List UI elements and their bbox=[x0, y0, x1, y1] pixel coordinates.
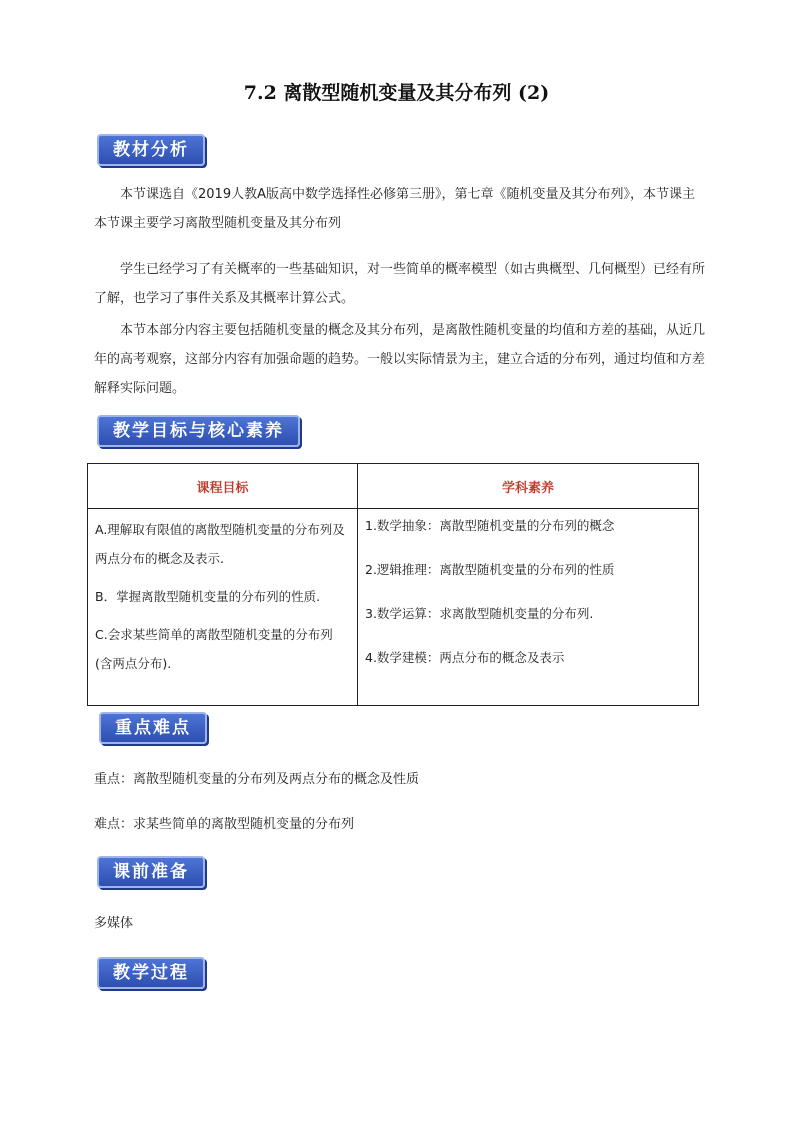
section-heading-preparation: 课前准备 bbox=[97, 856, 205, 888]
literacy-item: 2.逻辑推理：离散型随机变量的分布列的性质 bbox=[365, 562, 615, 577]
key-point-text: 重点：离散型随机变量的分布列及两点分布的概念及性质 bbox=[94, 772, 420, 787]
goals-table bbox=[87, 463, 699, 706]
course-goal-item: C.会求某些简单的离散型随机变量的分布列(含两点分布). bbox=[95, 627, 333, 671]
section-heading-process: 教学过程 bbox=[97, 957, 205, 989]
section-heading-goals: 教学目标与核心素养 bbox=[97, 415, 300, 447]
table-header-course-goals: 课程目标 bbox=[88, 464, 358, 509]
literacy-cell bbox=[358, 509, 699, 706]
course-goal-item: A.理解取有限值的离散型随机变量的分布列及两点分布的概念及表示. bbox=[95, 522, 345, 566]
table-header-row bbox=[88, 464, 699, 509]
preparation-text: 多媒体 bbox=[94, 916, 134, 931]
analysis-paragraph-1: 本节课选自《2019人教A版高中数学选择性必修第三册》，第七章《随机变量及其分布列》，本节课主本节课主要学习离散型随机变量及其分布列 bbox=[94, 187, 695, 231]
course-goals-cell bbox=[88, 509, 358, 706]
literacy-item: 3.数学运算：求离散型随机变量的分布列. bbox=[365, 606, 594, 621]
course-goal-item: B．掌握离散型随机变量的分布列的性质. bbox=[95, 589, 321, 604]
table-row bbox=[88, 509, 699, 706]
page-title: 7.2 离散型随机变量及其分布列 (2) bbox=[243, 82, 550, 104]
table-header-literacy: 学科素养 bbox=[358, 464, 699, 509]
difficulty-text: 难点：求某些简单的离散型随机变量的分布列 bbox=[94, 817, 355, 832]
literacy-item: 4.数学建模：两点分布的概念及表示 bbox=[365, 650, 565, 665]
literacy-item: 1.数学抽象：离散型随机变量的分布列的概念 bbox=[365, 518, 615, 533]
analysis-paragraph-2: 学生已经学习了有关概率的一些基础知识，对一些简单的概率模型（如古典概型、几何概型）已经有所了解，也学习了事件关系及其概率计算公式。 bbox=[94, 262, 706, 306]
section-heading-key-points: 重点难点 bbox=[99, 712, 207, 744]
section-heading-analysis: 教材分析 bbox=[97, 134, 205, 166]
analysis-paragraph-3: 本节本部分内容主要包括随机变量的概念及其分布列，是离散性随机变量的均值和方差的基础，从近几年的高考观察，这部分内容有加强命题的趋势。一般以实际情景为主，建立合适的分布列，通过均值和方差解释实际问题。 bbox=[94, 323, 706, 396]
